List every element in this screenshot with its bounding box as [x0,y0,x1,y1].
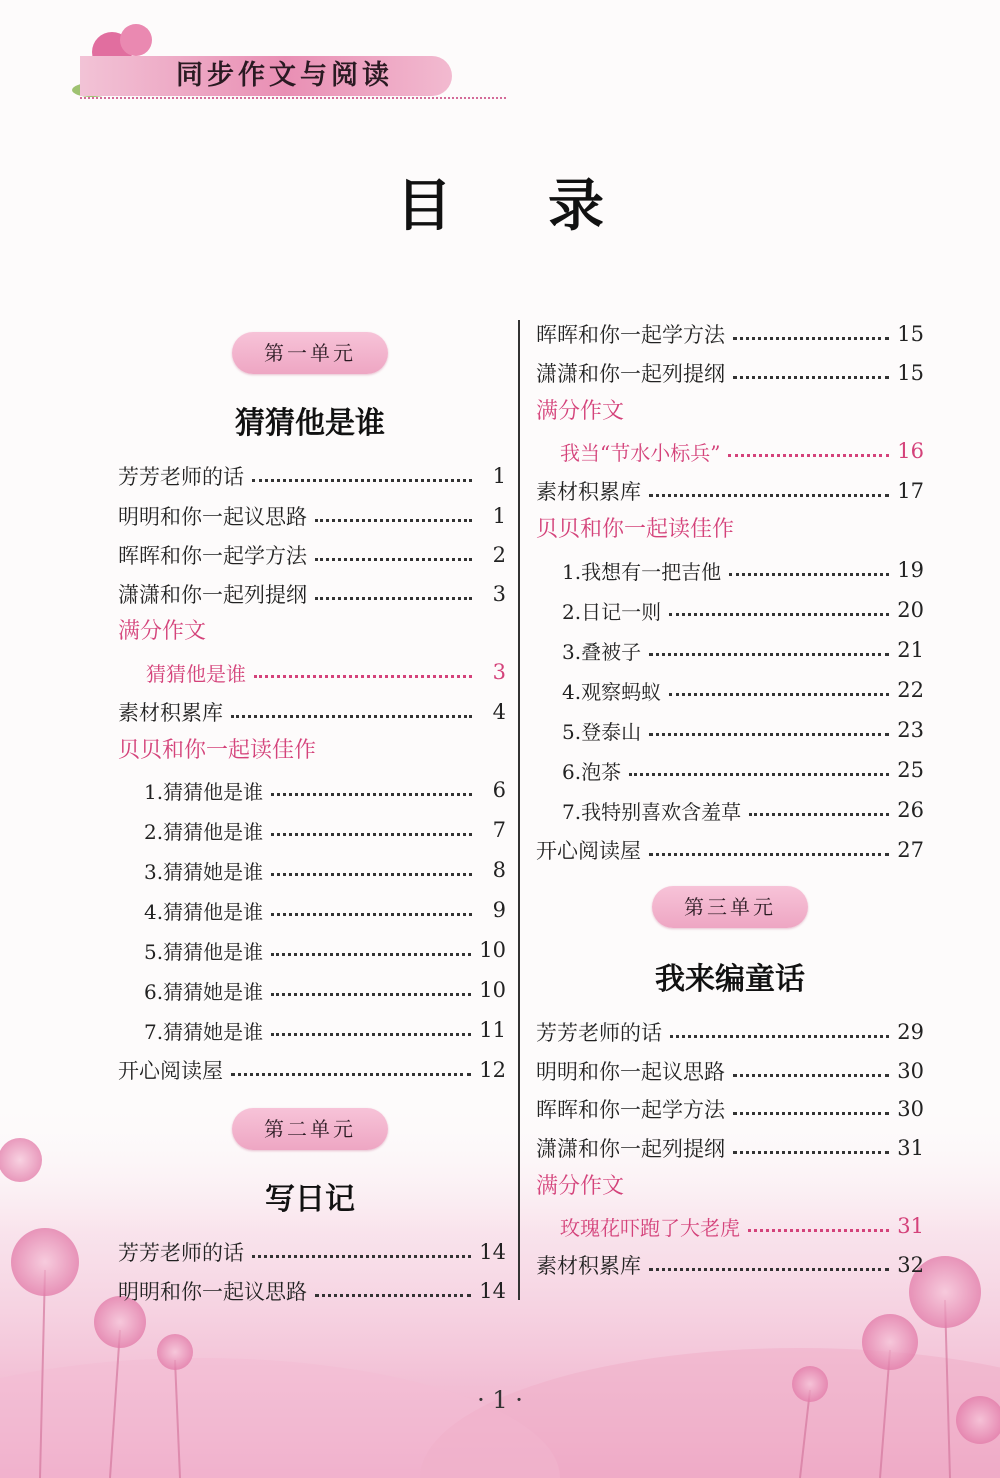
toc-entry-label: 素材积累库 [536,1254,641,1278]
toc-entry-page: 10 [479,978,506,1002]
toc-entry-page: 12 [479,1058,506,1082]
toc-entry[interactable] [536,316,924,352]
dot-leader [733,376,889,379]
toc-entry-featured[interactable] [560,433,924,469]
toc-entry-label: 4.观察蚂蚁 [562,679,662,704]
toc-entry-page: 9 [492,898,506,922]
dot-leader [271,793,472,796]
toc-entry-label: 潇潇和你一起列提纲 [536,362,725,386]
toc-entry-label: 猜猜他是谁 [146,661,246,686]
dot-leader [315,597,472,600]
page-number: · 1 · [477,1386,523,1414]
toc-entry-page: 31 [897,1214,924,1238]
toc-entry-label: 芳芳老师的话 [118,1241,244,1265]
toc-entry-label: 开心阅读屋 [536,839,641,863]
dot-leader [729,573,889,576]
dot-leader [315,519,472,522]
dot-leader [748,1229,889,1232]
dot-leader [271,833,472,836]
toc-entry[interactable] [118,576,506,612]
toc-entry[interactable] [144,892,506,928]
toc-entry-label: 1.我想有一把吉他 [562,559,722,584]
toc-entry-label: 2.日记一则 [562,599,662,624]
dot-leader [669,693,889,696]
toc-entry-page: 8 [492,858,506,882]
toc-entry-page: 10 [479,938,506,962]
toc-entry[interactable] [536,473,924,509]
toc-entry[interactable] [118,694,506,730]
toc-entry-page: 22 [897,678,924,702]
toc-entry-label: 芳芳老师的话 [536,1021,662,1045]
toc-entry-label: 我当“节水小标兵” [560,440,721,465]
toc-entry-page: 30 [897,1059,924,1083]
toc-entry-featured[interactable] [560,1208,924,1244]
section-head-reading: 贝贝和你一起读佳作 [118,738,317,763]
toc-entry[interactable] [144,772,506,808]
toc-entry-page: 26 [897,798,924,822]
toc-entry-page: 1 [492,464,506,488]
toc-entry-label: 2.猜猜他是谁 [144,819,264,844]
toc-entry[interactable] [144,972,506,1008]
toc-entry[interactable] [118,1052,506,1088]
toc-entry-label: 潇潇和你一起列提纲 [536,1137,725,1161]
dot-leader [252,479,472,482]
toc-entry-label: 3.叠被子 [562,639,642,664]
dot-leader [252,1255,471,1258]
toc-entry-featured[interactable] [146,654,506,690]
toc-entry-page: 6 [492,778,506,802]
toc-entry[interactable] [536,355,924,391]
toc-entry-label: 5.猜猜他是谁 [144,939,264,964]
dot-leader [733,1074,889,1077]
toc-entry-label: 明明和你一起议思路 [118,1280,307,1304]
dot-leader [271,993,471,996]
toc-entry-label: 7.猜猜她是谁 [144,1019,264,1044]
unit-title-3: 我来编童话 [655,962,805,997]
toc-entry-page: 21 [897,638,924,662]
toc-entry-label: 3.猜猜她是谁 [144,859,264,884]
toc-entry-page: 31 [897,1136,924,1160]
toc-entry-page: 29 [897,1020,924,1044]
toc-entry-page: 20 [897,598,924,622]
section-head-reading: 贝贝和你一起读佳作 [536,517,735,542]
dot-leader [315,558,472,561]
toc-entry-label: 素材积累库 [118,701,223,725]
toc-entry-label: 7.我特别喜欢含羞草 [562,799,742,824]
dot-leader [271,913,472,916]
toc-entry-page: 27 [897,838,924,862]
dot-leader [629,773,889,776]
toc-entry[interactable] [144,812,506,848]
dot-leader [649,733,889,736]
dot-leader [649,653,889,656]
dot-leader [728,454,889,457]
toc-entry-label: 潇潇和你一起列提纲 [118,583,307,607]
toc-entry[interactable] [118,1273,506,1309]
toc-entry[interactable] [118,458,506,494]
toc-entry-page: 23 [897,718,924,742]
toc-entry[interactable] [562,552,924,588]
toc-entry-label: 6.猜猜她是谁 [144,979,264,1004]
toc-entry-page: 4 [492,700,506,724]
toc-entry[interactable] [118,537,506,573]
toc-entry[interactable] [536,1247,924,1283]
toc-entry-page: 3 [492,582,506,606]
toc-entry[interactable] [536,832,924,868]
toc-entry[interactable] [562,592,924,628]
toc-entry[interactable] [536,1014,924,1050]
section-head-full-score: 满分作文 [536,399,625,424]
toc-entry[interactable] [562,792,924,828]
toc-entry-label: 晖晖和你一起学方法 [118,544,307,568]
section-head-full-score: 满分作文 [536,1174,625,1199]
toc-entry-page: 15 [897,361,924,385]
toc-entry-label: 晖晖和你一起学方法 [536,323,725,347]
column-divider [518,320,520,1300]
toc-entry-label: 玫瑰花吓跑了大老虎 [560,1215,740,1240]
dot-leader [749,813,889,816]
dot-leader [231,1073,471,1076]
toc-entry[interactable] [536,1053,924,1089]
toc-entry-label: 5.登泰山 [562,719,642,744]
unit-badge-1: 第一单元 [232,332,388,374]
toc-entry[interactable] [536,1091,924,1127]
dot-leader [315,1294,471,1297]
toc-entry[interactable] [118,498,506,534]
dot-leader [254,675,472,678]
toc-entry[interactable] [562,672,924,708]
dot-leader [733,1112,889,1115]
dot-leader [733,337,889,340]
series-title: 同步作文与阅读 [176,60,393,91]
toc-entry-label: 芳芳老师的话 [118,465,244,489]
toc-entry-page: 16 [897,439,924,463]
dot-leader [271,1033,471,1036]
toc-entry-page: 11 [479,1018,506,1042]
toc-entry-page: 19 [897,558,924,582]
toc-entry[interactable] [144,852,506,888]
header-rule [80,97,506,99]
toc-entry-page: 3 [492,660,506,684]
dot-leader [271,873,472,876]
page-title: 目录 [396,173,700,239]
toc-entry-page: 2 [492,543,506,567]
toc-entry-label: 素材积累库 [536,480,641,504]
toc-entry-page: 15 [897,322,924,346]
dot-leader [649,853,889,856]
unit-title-2: 写日记 [265,1182,355,1217]
dot-leader [669,613,889,616]
toc-entry[interactable] [144,1012,506,1048]
dot-leader [231,715,472,718]
toc-entry[interactable] [562,752,924,788]
dot-leader [733,1151,889,1154]
unit-badge-2: 第二单元 [232,1108,388,1150]
dot-leader [670,1035,889,1038]
toc-entry-page: 30 [897,1097,924,1121]
toc-entry-page: 1 [492,504,506,528]
toc-entry-label: 开心阅读屋 [118,1059,223,1083]
unit-badge-3: 第三单元 [652,886,808,928]
section-head-full-score: 满分作文 [118,619,207,644]
toc-entry[interactable] [118,1234,506,1270]
toc-entry-page: 17 [897,479,924,503]
toc-entry-label: 晖晖和你一起学方法 [536,1098,725,1122]
toc-entry-page: 25 [897,758,924,782]
dot-leader [271,953,471,956]
toc-entry-page: 32 [897,1253,924,1277]
toc-entry[interactable] [144,932,506,968]
unit-title-1: 猜猜他是谁 [235,406,385,441]
toc-entry-label: 明明和你一起议思路 [536,1060,725,1084]
dot-leader [649,1268,889,1271]
toc-entry-label: 1.猜猜他是谁 [144,779,264,804]
toc-entry-label: 明明和你一起议思路 [118,505,307,529]
toc-entry[interactable] [536,1130,924,1166]
toc-entry-page: 14 [479,1240,506,1264]
toc-entry-label: 6.泡茶 [562,759,622,784]
toc-entry-page: 14 [479,1279,506,1303]
dot-leader [649,494,889,497]
toc-entry-page: 7 [492,818,506,842]
toc-entry[interactable] [562,712,924,748]
toc-entry-label: 4.猜猜他是谁 [144,899,264,924]
toc-entry[interactable] [562,632,924,668]
